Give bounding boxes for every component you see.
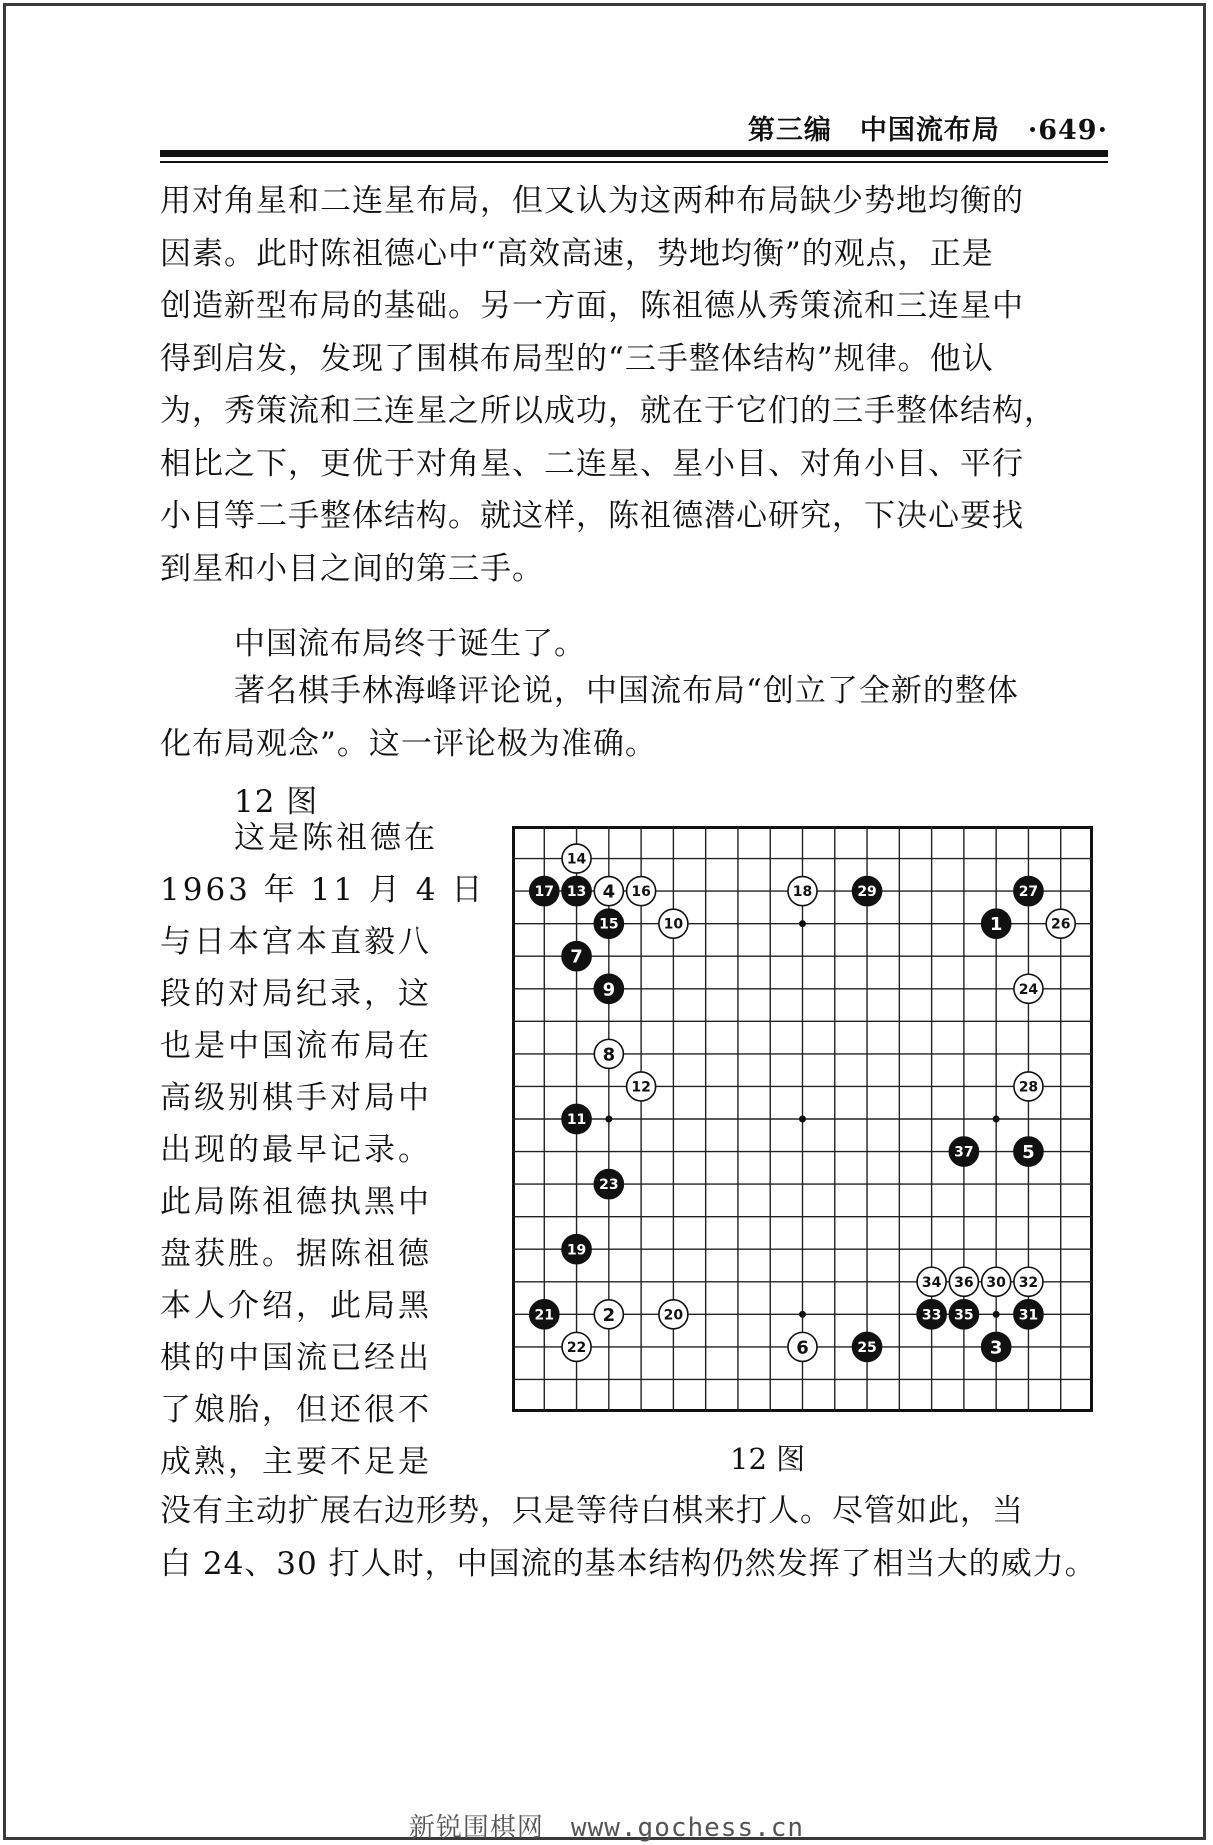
text-line: 著名棋手林海峰评论说，中国流布局“创立了全新的整体	[234, 673, 1019, 709]
paragraph-4	[160, 1485, 1097, 1590]
text-line: 出现的最早记录。	[160, 1132, 432, 1168]
move-number: 23	[599, 1177, 619, 1194]
move-number: 11	[566, 1112, 587, 1129]
move-number: 30	[986, 1274, 1006, 1291]
move-number: 17	[534, 884, 555, 901]
star-point	[993, 1311, 1000, 1318]
text-line: 这是陈祖德在	[234, 820, 438, 856]
text-line: 本人介绍，此局黑	[160, 1288, 432, 1324]
text-line: 为，秀策流和三连星之所以成功，就在于它们的三手整体结构，	[160, 393, 1056, 429]
header-title: 第三编 中国流布局 ·649·	[747, 115, 1108, 146]
star-point	[799, 1116, 806, 1123]
text-line: 与日本宫本直毅八	[160, 924, 432, 960]
text-line: 得到启发，发现了围棋布局型的“三手整体结构”规律。他认	[160, 340, 994, 377]
text-line: 创造新型布局的基础。另一方面，陈祖德从秀策流和三连星中	[160, 288, 1024, 324]
star-point	[799, 1311, 806, 1318]
go-board	[512, 826, 1093, 1412]
move-number: 31	[1018, 1307, 1039, 1324]
text-line: 了娘胎，但还很不	[160, 1392, 432, 1428]
header-rule-thick	[160, 150, 1108, 157]
move-number: 37	[954, 1144, 974, 1161]
move-number: 26	[1050, 916, 1071, 933]
text-line: 成熟，主要不足是	[160, 1444, 432, 1480]
page-header	[160, 108, 1108, 148]
move-number: 2	[602, 1304, 616, 1326]
move-number: 16	[631, 884, 651, 901]
move-number: 25	[857, 1339, 877, 1356]
text-line: 没有主动扩展右边形势，只是等待白棋来打人。尽管如此，当	[160, 1493, 1024, 1529]
move-number: 21	[534, 1307, 555, 1324]
text-line: 白 24、30 打人时，中国流的基本结构仍然发挥了相当大的威力。	[160, 1545, 1097, 1582]
paragraph-1	[160, 175, 1056, 595]
header-rule-thin	[160, 161, 1108, 163]
move-number: 13	[566, 884, 587, 901]
paragraph-3	[160, 665, 1019, 770]
text-line: 高级别棋手对局中	[160, 1080, 432, 1116]
move-number: 24	[1018, 981, 1039, 998]
move-number: 3	[989, 1337, 1003, 1359]
move-number: 20	[663, 1307, 684, 1324]
move-number: 19	[566, 1242, 587, 1259]
text-line: 到星和小目之间的第三手。	[160, 550, 544, 587]
move-number: 28	[1018, 1079, 1039, 1096]
move-number: 36	[954, 1274, 974, 1291]
text-line: 段的对局纪录，这	[160, 976, 432, 1012]
text-line: 因素。此时陈祖德心中“高效高速，势地均衡”的观点，正是	[160, 235, 994, 272]
move-number: 8	[602, 1044, 616, 1066]
star-point	[799, 920, 806, 927]
move-number: 29	[857, 884, 877, 901]
side-text	[160, 812, 485, 1488]
text-line: 1963 年 11 月 4 日	[160, 872, 486, 908]
move-number: 22	[566, 1339, 587, 1356]
text-line: 此局陈祖德执黑中	[160, 1184, 432, 1220]
move-number: 10	[663, 916, 684, 933]
text-line: 也是中国流布局在	[160, 1028, 432, 1064]
star-point	[993, 1116, 1000, 1123]
move-number: 5	[1022, 1142, 1035, 1164]
text-line: 小目等二手整体结构。就这样，陈祖德潜心研究，下决心要找	[160, 498, 1024, 534]
move-number: 6	[796, 1337, 809, 1359]
star-point	[605, 1116, 612, 1123]
move-number: 18	[792, 884, 813, 901]
move-number: 35	[954, 1307, 974, 1324]
text-line: 化布局观念”。这一评论极为准确。	[160, 725, 657, 762]
text-line: 相比之下，更优于对角星、二连星、星小目、对角小目、平行	[160, 445, 1024, 482]
text-line: 棋的中国流已经出	[160, 1340, 432, 1376]
move-number: 4	[602, 881, 616, 903]
go-board-diagram	[512, 826, 1093, 1412]
move-number: 9	[602, 979, 616, 1001]
figure-caption: 12 图	[730, 1442, 806, 1476]
move-number: 15	[599, 916, 619, 933]
figure-heading: 12 图	[234, 784, 319, 820]
footer-watermark: 新锐围棋网 www.gochess.cn	[408, 1813, 805, 1843]
move-number: 7	[570, 946, 583, 968]
paragraph-2: 中国流布局终于诞生了。	[234, 626, 586, 662]
move-number: 33	[921, 1307, 942, 1324]
move-number: 12	[631, 1079, 651, 1096]
move-number: 27	[1018, 884, 1039, 901]
move-number: 34	[921, 1274, 942, 1291]
text-line: 用对角星和二连星布局，但又认为这两种布局缺少势地均衡的	[160, 183, 1024, 219]
move-number: 1	[989, 914, 1003, 936]
text-line: 盘获胜。据陈祖德	[160, 1236, 432, 1272]
move-number: 32	[1018, 1274, 1039, 1291]
move-number: 14	[566, 851, 587, 868]
